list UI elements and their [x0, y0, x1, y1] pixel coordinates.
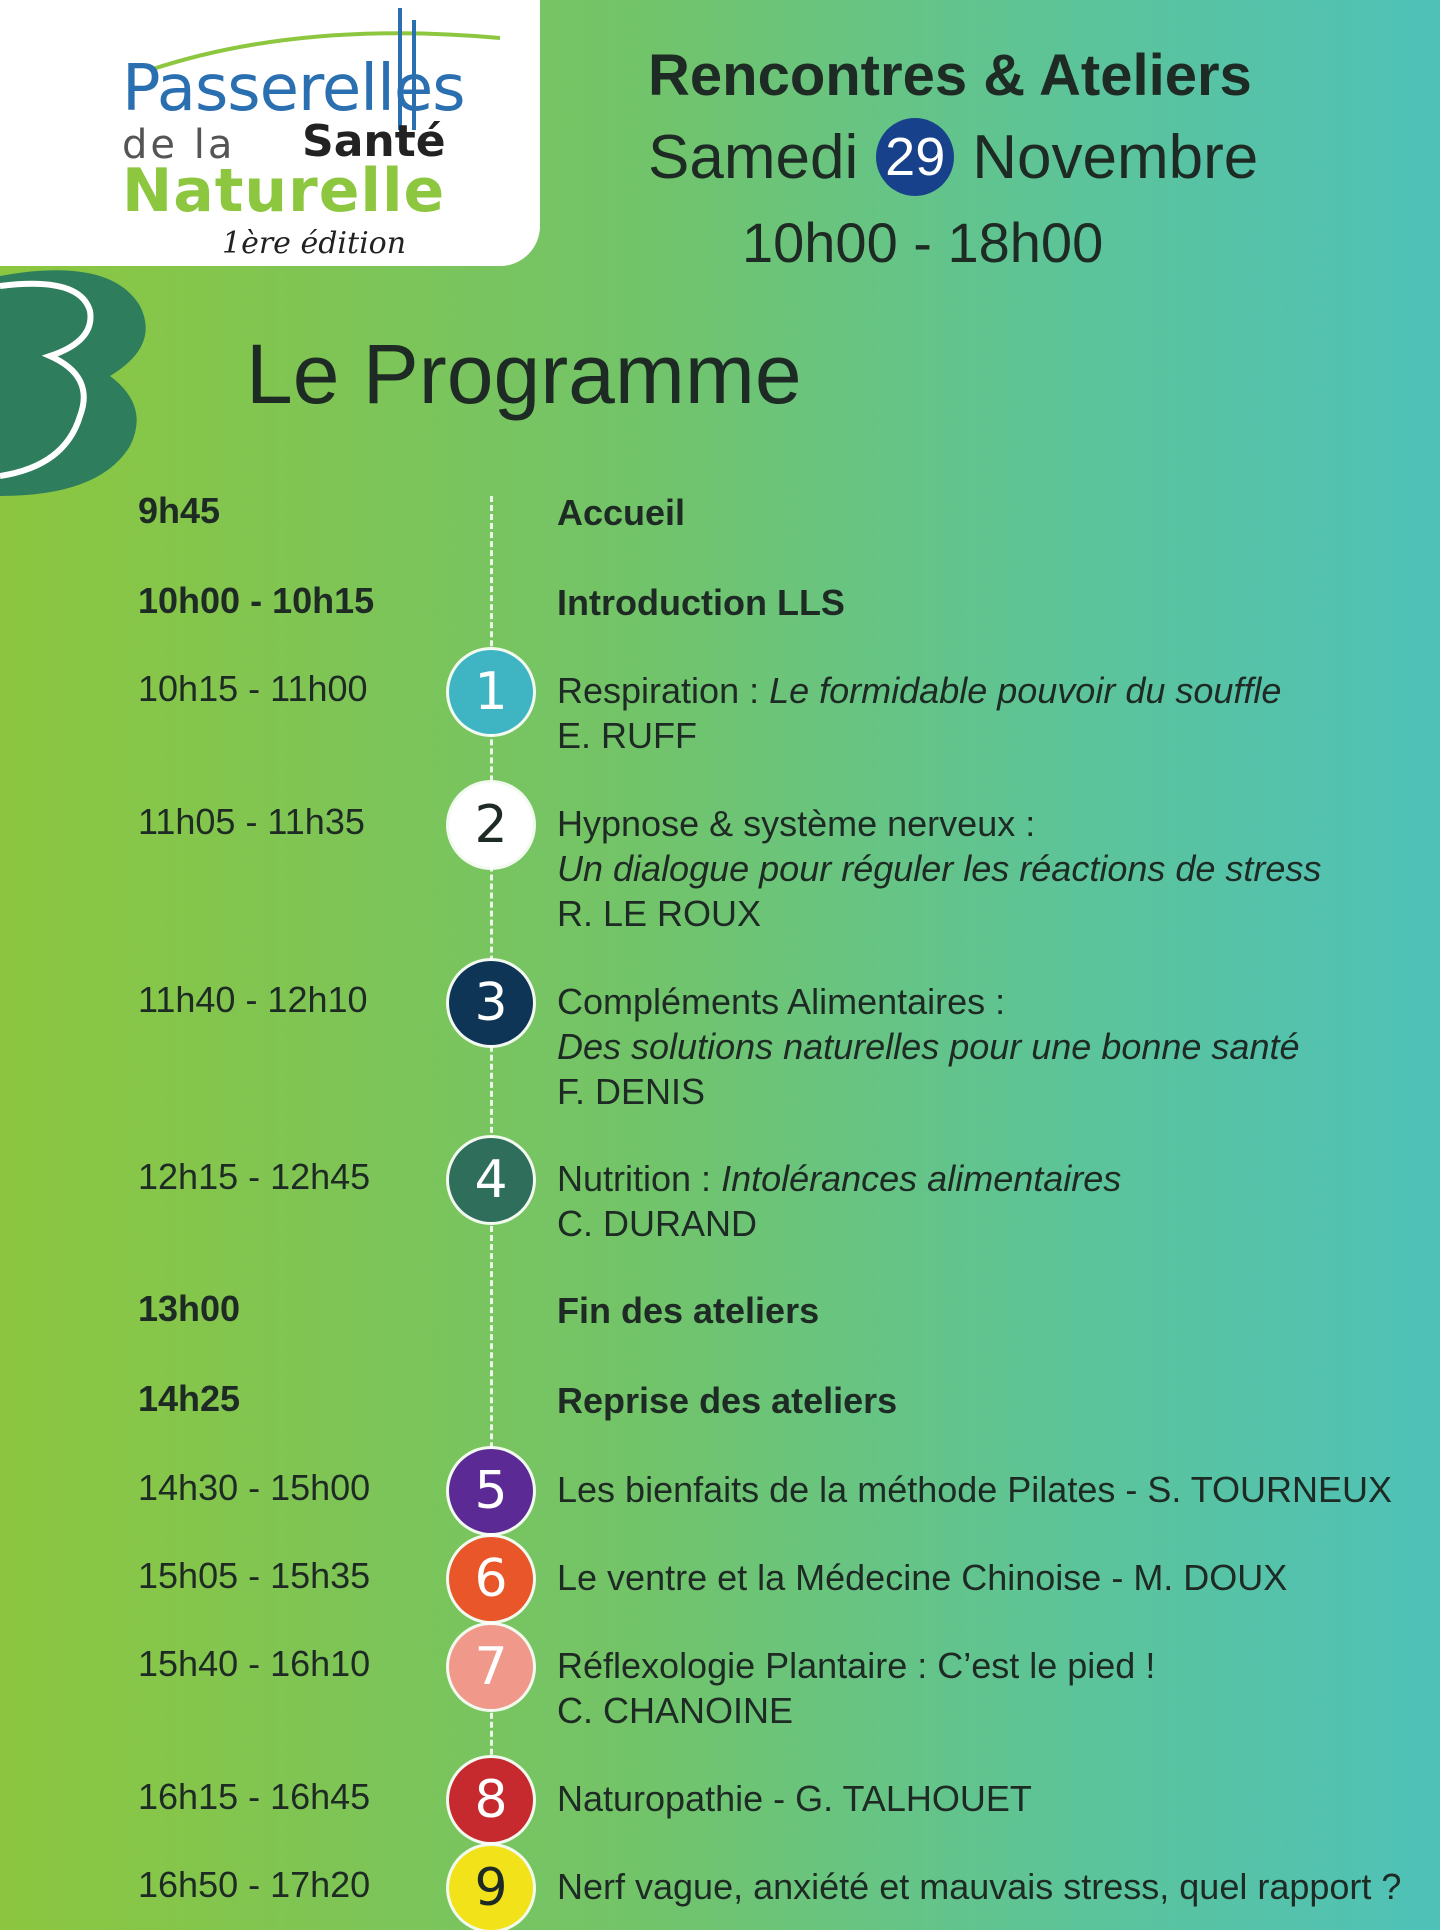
- session-topic: Hypnose & système nerveux :: [557, 803, 1036, 844]
- row-time: 14h25: [138, 1378, 241, 1419]
- logo-subtitle-a: de la: [122, 122, 236, 168]
- logo-naturelle: Naturelle: [122, 156, 446, 226]
- row-content: [557, 1555, 1427, 1600]
- row-content: [557, 801, 1427, 936]
- session-text: Le ventre et la Médecine Chinoise - M. DOUX: [557, 1557, 1288, 1598]
- row-time: 10h15 - 11h00: [138, 668, 368, 709]
- logo-title: Passerelles: [122, 52, 465, 126]
- session-topic: Respiration :: [557, 670, 770, 711]
- event-hours: 10h00 - 18h00: [742, 211, 1104, 274]
- row-time: 16h15 - 16h45: [138, 1776, 371, 1817]
- row-content: [557, 1643, 1427, 1733]
- session-number-badge: 1: [449, 650, 533, 734]
- row-time: 13h00: [138, 1288, 241, 1329]
- session-subtitle: Un dialogue pour réguler les réactions de stress: [557, 848, 1322, 889]
- session-subtitle: Intolérances alimentaires: [721, 1158, 1122, 1199]
- row-time: 15h40 - 16h10: [138, 1643, 371, 1684]
- row-time: 15h05 - 15h35: [138, 1555, 371, 1596]
- event-title: Rencontres & Ateliers: [648, 43, 1252, 108]
- event-month: Novembre: [972, 122, 1259, 192]
- logo: [0, 0, 540, 266]
- session-number-badge: 4: [449, 1138, 533, 1222]
- row-time: 10h00 - 10h15: [138, 580, 375, 621]
- session-number-badge: 8: [449, 1758, 533, 1842]
- session-speaker: R. LE ROUX: [557, 893, 762, 934]
- row-time: 11h40 - 12h10: [138, 979, 368, 1020]
- session-number-badge: 6: [449, 1537, 533, 1621]
- session-speaker: E. RUFF: [557, 715, 697, 756]
- logo-subtitle-b: Santé: [302, 116, 446, 167]
- session-number-badge: 2: [449, 783, 533, 867]
- row-time: 14h30 - 15h00: [138, 1467, 371, 1508]
- session-number-badge: 7: [449, 1625, 533, 1709]
- row-title: Accueil: [557, 492, 686, 533]
- row-content: [557, 1156, 1427, 1246]
- session-number-badge: 3: [449, 961, 533, 1045]
- session-subtitle: Des solutions naturelles pour une bonne santé: [557, 1026, 1300, 1067]
- session-text: Les bienfaits de la méthode Pilates - S. TOURNEUX: [557, 1469, 1393, 1510]
- row-time: 12h15 - 12h45: [138, 1156, 371, 1197]
- row-time: 16h50 - 17h20: [138, 1864, 371, 1905]
- row-content: [557, 668, 1427, 758]
- session-speaker: C. CHANOINE: [557, 1690, 794, 1731]
- session-text: Réflexologie Plantaire : C’est le pied !: [557, 1645, 1156, 1686]
- session-topic: Compléments Alimentaires :: [557, 981, 1006, 1022]
- row-content: [557, 1864, 1427, 1909]
- event-date: [648, 118, 1258, 196]
- session-topic: Nutrition :: [557, 1158, 722, 1199]
- row-time: 11h05 - 11h35: [138, 801, 365, 842]
- session-text: Nerf vague, anxiété et mauvais stress, quel rapport ?: [557, 1866, 1402, 1907]
- event-day-badge: 29: [876, 118, 954, 196]
- session-number-badge: 9: [449, 1846, 533, 1930]
- row-title: Introduction LLS: [557, 582, 845, 623]
- row-title: Reprise des ateliers: [557, 1380, 898, 1421]
- row-content: [557, 1776, 1427, 1821]
- decorative-swirl: [0, 266, 160, 506]
- row-title: Fin des ateliers: [557, 1290, 820, 1331]
- row-content: [557, 1467, 1427, 1512]
- session-number-badge: 5: [449, 1449, 533, 1533]
- programme-title: Le Programme: [246, 327, 802, 421]
- event-day-name: Samedi: [648, 122, 859, 192]
- session-speaker: C. DURAND: [557, 1203, 758, 1244]
- session-text: Naturopathie - G. TALHOUET: [557, 1778, 1032, 1819]
- session-speaker: F. DENIS: [557, 1071, 706, 1112]
- row-content: [557, 979, 1427, 1114]
- session-subtitle: Le formidable pouvoir du souffle: [769, 670, 1282, 711]
- logo-edition: 1ère édition: [222, 226, 407, 261]
- row-time: 9h45: [138, 490, 221, 531]
